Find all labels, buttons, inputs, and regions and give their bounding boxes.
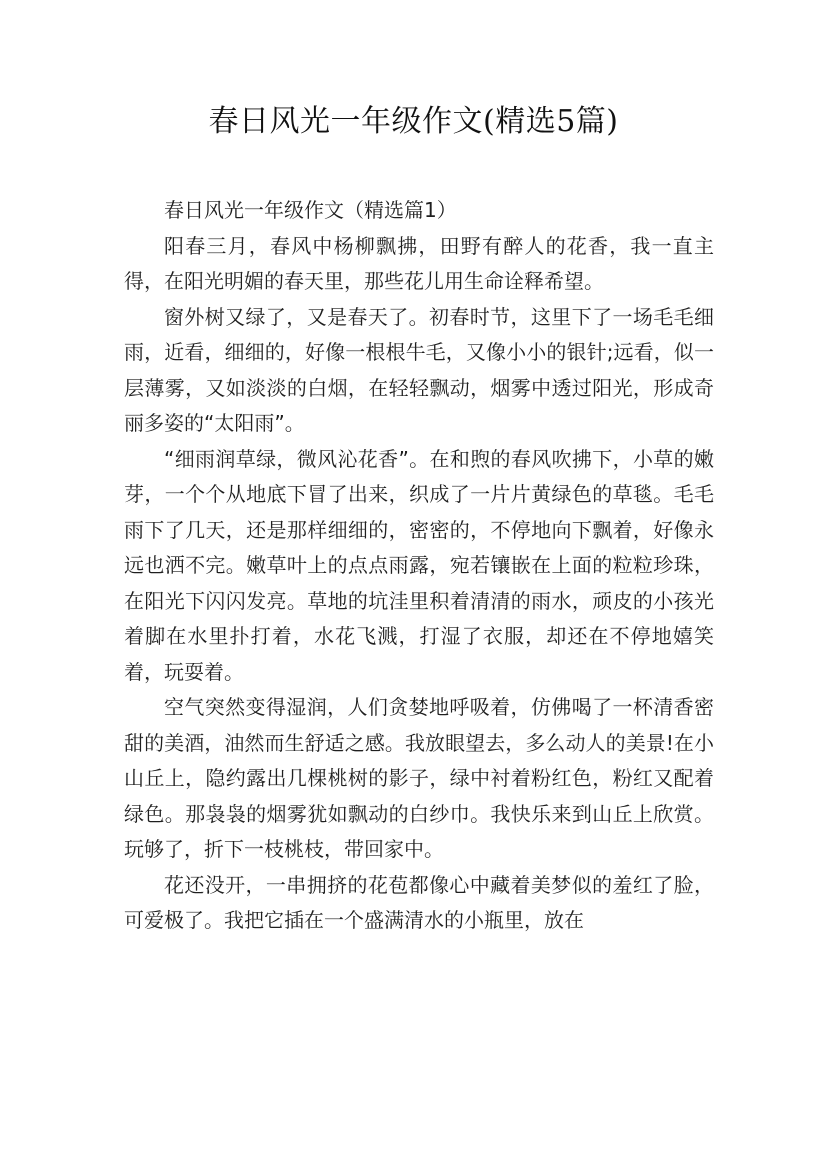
paragraph: 阳春三月，春风中杨柳飘拂，田野有醉人的花香，我一直主得，在阳光明媚的春天里，那些花儿用生命诠释希望。	[124, 233, 714, 293]
paragraph: “细雨润草绿，微风沁花香”。在和煦的春风吹拂下，小草的嫩芽，一个个从地底下冒了出来，织成了一片片黄绿色的草毯。毛毛雨下了几天，还是那样细细的，密密的，不停地向下飘着，好像永远也洒不完。嫩草叶上的点点雨露，宛若镶嵌在上面的粒粒珍珠，在阳光下闪闪发亮。草地的坑洼里积着清清的雨水，顽皮的小孩光着脚在水里扑打着，水花飞溅，打湿了衣服，却还在不停地嬉笑着，玩耍着。	[124, 446, 714, 684]
paragraph: 花还没开，一串拥挤的花苞都像心中藏着美梦似的羞红了脸，可爱极了。我把它插在一个盛满清水的小瓶里，放在	[124, 872, 714, 932]
paragraph: 窗外树又绿了，又是春天了。初春时节，这里下了一场毛毛细雨，近看，细细的，好像一根根牛毛，又像小小的银针;远看，似一层薄雾，又如淡淡的白烟，在轻轻飘动，烟雾中透过阳光，形成奇丽多姿的“太阳雨”。	[124, 304, 714, 435]
paragraph-section-heading: 春日风光一年级作文（精选篇1）	[164, 198, 457, 222]
paragraph: 空气突然变得湿润，人们贪婪地呼吸着，仿佛喝了一杯清香密甜的美酒，油然而生舒适之感。我放眼望去，多么动人的美景!在小山丘上，隐约露出几棵桃树的影子，绿中衬着粉红色，粉红又配着绿色。那袅袅的烟雾犹如飘动的白纱巾。我快乐来到山丘上欣赏。玩够了，折下一枝桃枝，带回家中。	[124, 695, 714, 861]
document-body	[124, 193, 714, 939]
document-title: 春日风光一年级作文(精选5篇)	[208, 104, 619, 139]
